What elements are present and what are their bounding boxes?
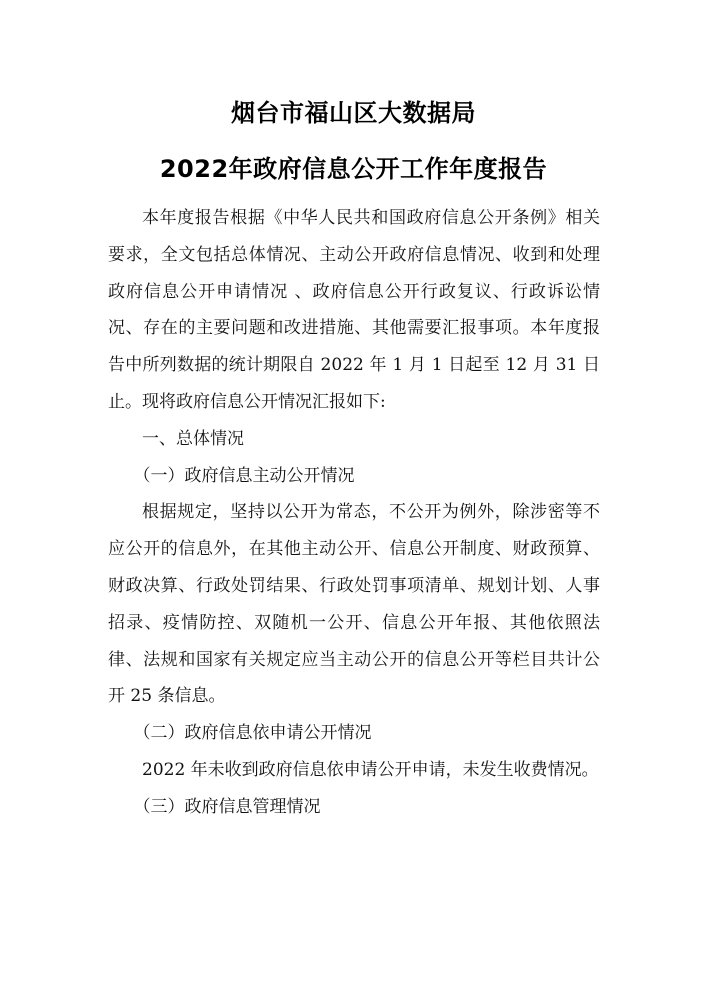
proactive-paragraph: 根据规定，坚持以公开为常态，不公开为例外，除涉密等不应公开的信息外，在其他主动公开、信息公开制度、财政预算、财政决算、行政处罚结果、行政处罚事项清单、规划计划、人事招录、疫情防控、双随机一公开、信息公开年报、其他依照法律、法规和国家有关规定应当主动公开的信息公开等栏目共计公开 25 条信息。: [108, 502, 600, 707]
subsection-heading-application: （二）政府信息依申请公开情况: [133, 723, 372, 744]
subsection-heading-management: （三）政府信息管理情况: [133, 796, 321, 817]
application-paragraph: 2022 年未收到政府信息依申请公开申请，未发生收费情况。: [142, 759, 599, 780]
report-body: [108, 200, 600, 826]
subsection-heading-proactive: （一）政府信息主动公开情况: [133, 465, 355, 486]
report-title-line1: 烟台市福山区大数据局: [231, 99, 476, 127]
section-heading-overview: 一、总体情况: [142, 428, 244, 449]
report-title-line2: 2022年政府信息公开工作年度报告: [159, 155, 548, 183]
intro-paragraph: 本年度报告根据《中华人民共和国政府信息公开条例》相关要求，全文包括总体情况、主动公开政府信息情况、收到和处理政府信息公开申请情况 、政府信息公开行政复议、行政诉讼情况、存在的主要问题和改进措施、其他需要汇报事项。本年度报告中所列数据的统计期限自 2022 年 1 月 1 日起至 12 月 31 日止。现将政府信息公开情况汇报如下:: [108, 208, 600, 412]
